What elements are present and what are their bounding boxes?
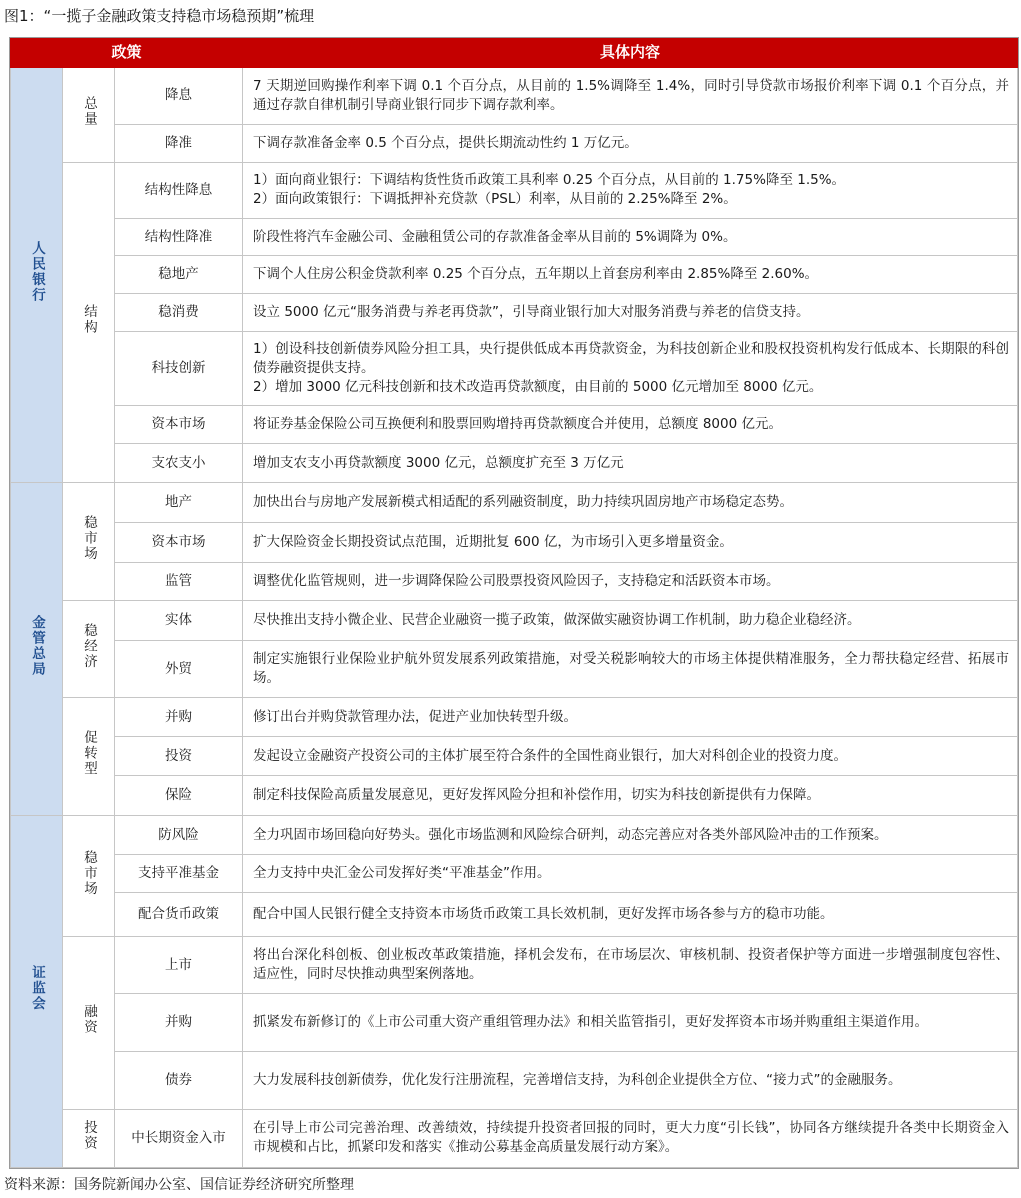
item-cell: 并购 xyxy=(115,698,243,737)
item-cell: 地产 xyxy=(115,483,243,523)
item-cell: 降息 xyxy=(115,67,243,124)
figure-title: 图1：“一揽子金融政策支持稳市场稳预期”梳理 xyxy=(4,7,315,25)
description-cell xyxy=(243,522,1018,562)
description-line: 2）增加 3000 亿元科技创新和技术改造再贷款额度，由目前的 5000 亿元增加至 8000 亿元。 xyxy=(253,379,823,396)
group-name: 投资 xyxy=(81,1119,97,1151)
description-cell xyxy=(243,601,1018,641)
group-name: 结构 xyxy=(81,303,97,335)
description-cell xyxy=(243,444,1018,483)
description-line: 全力巩固市场回稳向好势头。强化市场监测和风险综合研判，动态完善应对各类外部风险冲击的工作预案。 xyxy=(253,826,888,843)
dept-cell xyxy=(11,67,63,482)
group-cell xyxy=(63,601,115,698)
item-cell: 稳消费 xyxy=(115,294,243,332)
description-line: 增加支农支小再贷款额度 3000 亿元，总额度扩充至 3 万亿元 xyxy=(253,454,624,471)
group-cell xyxy=(63,815,115,936)
description-cell xyxy=(243,162,1018,218)
dept-name: 金管总局 xyxy=(29,614,45,677)
description-cell xyxy=(243,641,1018,698)
description-line: 7 天期逆回购操作利率下调 0.1 个百分点，从目前的 1.5%调降至 1.4%，同时引导贷款市场报价利率下调 0.1 个百分点，并通过存款自律机制引导商业银行同步下调存款利率。 xyxy=(253,77,1009,113)
item-cell: 结构性降准 xyxy=(115,218,243,256)
table-row xyxy=(11,218,1018,256)
item-cell: 实体 xyxy=(115,601,243,641)
table-row xyxy=(11,483,1018,523)
description-cell xyxy=(243,775,1018,815)
table-row xyxy=(11,937,1018,994)
description-line: 制定实施银行业保险业护航外贸发展系列政策措施，对受关税影响较大的市场主体提供精准服务，全力帮扶稳定经营、拓展市场。 xyxy=(253,651,1009,687)
description-cell xyxy=(243,994,1018,1052)
header-policy: 政策 xyxy=(11,39,243,68)
table-row xyxy=(11,562,1018,601)
group-cell xyxy=(63,937,115,1109)
table-row xyxy=(11,1109,1018,1167)
table-row xyxy=(11,601,1018,641)
item-cell: 债券 xyxy=(115,1052,243,1109)
description-line: 2）面向政策银行：下调抵押补充贷款（PSL）利率，从目前的 2.25%降至 2%。 xyxy=(253,191,737,208)
description-cell xyxy=(243,218,1018,256)
group-cell xyxy=(63,1109,115,1167)
table-row xyxy=(11,775,1018,815)
dept-cell xyxy=(11,815,63,1167)
group-name: 稳市场 xyxy=(81,515,97,562)
description-cell xyxy=(243,893,1018,937)
table-row xyxy=(11,331,1018,406)
description-line: 加快出台与房地产发展新模式相适配的系列融资制度，助力持续巩固房地产市场稳定态势。 xyxy=(253,493,794,510)
source-note: 资料来源：国务院新闻办公室、国信证券经济研究所整理 xyxy=(4,1177,354,1193)
description-line: 阶段性将汽车金融公司、金融租赁公司的存款准备金率从目前的 5%调降为 0%。 xyxy=(253,228,737,245)
description-line: 将证券基金保险公司互换便利和股票回购增持再贷款额度合并使用，总额度 8000 亿元。 xyxy=(253,416,782,433)
table-header-row xyxy=(11,39,1018,68)
item-cell: 外贸 xyxy=(115,641,243,698)
description-cell xyxy=(243,1052,1018,1109)
item-cell: 支持平准基金 xyxy=(115,855,243,893)
table-row xyxy=(11,815,1018,855)
description-line: 1）面向商业银行：下调结构货性货币政策工具利率 0.25 个百分点，从目前的 1.75%降至 1.5%。 xyxy=(253,172,846,189)
group-cell xyxy=(63,162,115,483)
item-cell: 上市 xyxy=(115,937,243,994)
description-line: 抓紧发布新修订的《上市公司重大资产重组管理办法》和相关监管指引，更好发挥资本市场并购重组主渠道作用。 xyxy=(253,1014,929,1031)
description-cell xyxy=(243,406,1018,444)
item-cell: 支农支小 xyxy=(115,444,243,483)
description-cell xyxy=(243,698,1018,737)
group-name: 稳市场 xyxy=(81,849,97,897)
policy-table xyxy=(10,38,1018,1168)
table-row xyxy=(11,294,1018,332)
group-name: 稳经济 xyxy=(81,623,97,670)
description-line: 1）创设科技创新债券风险分担工具，央行提供低成本再贷款资金，为科技创新企业和股权投资机构发行低成本、长期限的科创债券融资提供支持。 xyxy=(253,341,1009,377)
description-cell xyxy=(243,124,1018,162)
description-line: 发起设立金融资产投资公司的主体扩展至符合条件的全国性商业银行，加大对科创企业的投资力度。 xyxy=(253,747,848,764)
item-cell: 保险 xyxy=(115,775,243,815)
description-line: 下调个人住房公积金贷款利率 0.25 个百分点，五年期以上首套房利率由 2.85%降至 2.60%。 xyxy=(253,266,819,283)
table-row xyxy=(11,994,1018,1052)
description-cell xyxy=(243,1109,1018,1167)
description-line: 扩大保险资金长期投资试点范围，近期批复 600 亿，为市场引入更多增量资金。 xyxy=(253,533,733,550)
item-cell: 降准 xyxy=(115,124,243,162)
item-cell: 配合货币政策 xyxy=(115,893,243,937)
description-line: 修订出台并购贷款管理办法，促进产业加快转型升级。 xyxy=(253,708,578,725)
policy-table-frame xyxy=(9,37,1019,1169)
table-row xyxy=(11,67,1018,124)
description-line: 大力发展科技创新债券，优化发行注册流程，完善增信支持，为科创企业提供全方位、“接力式”的金融服务。 xyxy=(253,1072,902,1089)
table-row xyxy=(11,737,1018,776)
item-cell: 中长期资金入市 xyxy=(115,1109,243,1167)
table-row xyxy=(11,641,1018,698)
table-row xyxy=(11,1052,1018,1109)
description-cell xyxy=(243,294,1018,332)
table-row xyxy=(11,698,1018,737)
table-row xyxy=(11,162,1018,218)
item-cell: 稳地产 xyxy=(115,256,243,294)
table-row xyxy=(11,444,1018,483)
description-line: 调整优化监管规则，进一步调降保险公司股票投资风险因子，支持稳定和活跃资本市场。 xyxy=(253,572,780,589)
item-cell: 资本市场 xyxy=(115,522,243,562)
group-cell xyxy=(63,67,115,162)
description-line: 配合中国人民银行健全支持资本市场货币政策工具长效机制，更好发挥市场各参与方的稳市功能。 xyxy=(253,906,834,923)
item-cell: 资本市场 xyxy=(115,406,243,444)
table-row xyxy=(11,124,1018,162)
group-name: 促转型 xyxy=(81,730,97,777)
table-row xyxy=(11,406,1018,444)
table-row xyxy=(11,855,1018,893)
description-line: 下调存款准备金率 0.5 个百分点，提供长期流动性约 1 万亿元。 xyxy=(253,134,638,151)
item-cell: 结构性降息 xyxy=(115,162,243,218)
item-cell: 并购 xyxy=(115,994,243,1052)
table-row xyxy=(11,893,1018,937)
item-cell: 科技创新 xyxy=(115,331,243,406)
description-line: 将出台深化科创板、创业板改革政策措施，择机会发布，在市场层次、审核机制、投资者保护等方面进一步增强制度包容性、适应性，同时尽快推动典型案例落地。 xyxy=(253,947,1009,983)
group-cell xyxy=(63,483,115,601)
dept-name: 人民银行 xyxy=(29,240,45,303)
description-cell xyxy=(243,737,1018,776)
description-line: 全力支持中央汇金公司发挥好类“平准基金”作用。 xyxy=(253,865,551,882)
dept-cell xyxy=(11,483,63,816)
group-cell xyxy=(63,698,115,815)
description-cell xyxy=(243,562,1018,601)
description-line: 设立 5000 亿元“服务消费与养老再贷款”，引导商业银行加大对服务消费与养老的信贷支持。 xyxy=(253,304,810,321)
description-cell xyxy=(243,67,1018,124)
description-cell xyxy=(243,855,1018,893)
description-line: 制定科技保险高质量发展意见，更好发挥风险分担和补偿作用，切实为科技创新提供有力保障。 xyxy=(253,786,821,803)
description-cell xyxy=(243,815,1018,855)
dept-name: 证监会 xyxy=(29,965,45,1012)
description-cell xyxy=(243,937,1018,994)
item-cell: 防风险 xyxy=(115,815,243,855)
group-name: 总量 xyxy=(81,96,97,128)
item-cell: 投资 xyxy=(115,737,243,776)
header-content: 具体内容 xyxy=(243,39,1018,68)
table-row xyxy=(11,256,1018,294)
description-line: 在引导上市公司完善治理、改善绩效，持续提升投资者回报的同时，更大力度“引长钱”，协同各方继续提升各类中长期资金入市规模和占比，抓紧印发和落实《推动公募基金高质量发展行动方案》。 xyxy=(253,1120,1009,1156)
description-line: 尽快推出支持小微企业、民营企业融资一揽子政策，做深做实融资协调工作机制，助力稳企业稳经济。 xyxy=(253,612,861,629)
description-cell xyxy=(243,256,1018,294)
item-cell: 监管 xyxy=(115,562,243,601)
table-row xyxy=(11,522,1018,562)
group-name: 融资 xyxy=(81,1004,97,1036)
description-cell xyxy=(243,483,1018,523)
description-cell xyxy=(243,331,1018,406)
